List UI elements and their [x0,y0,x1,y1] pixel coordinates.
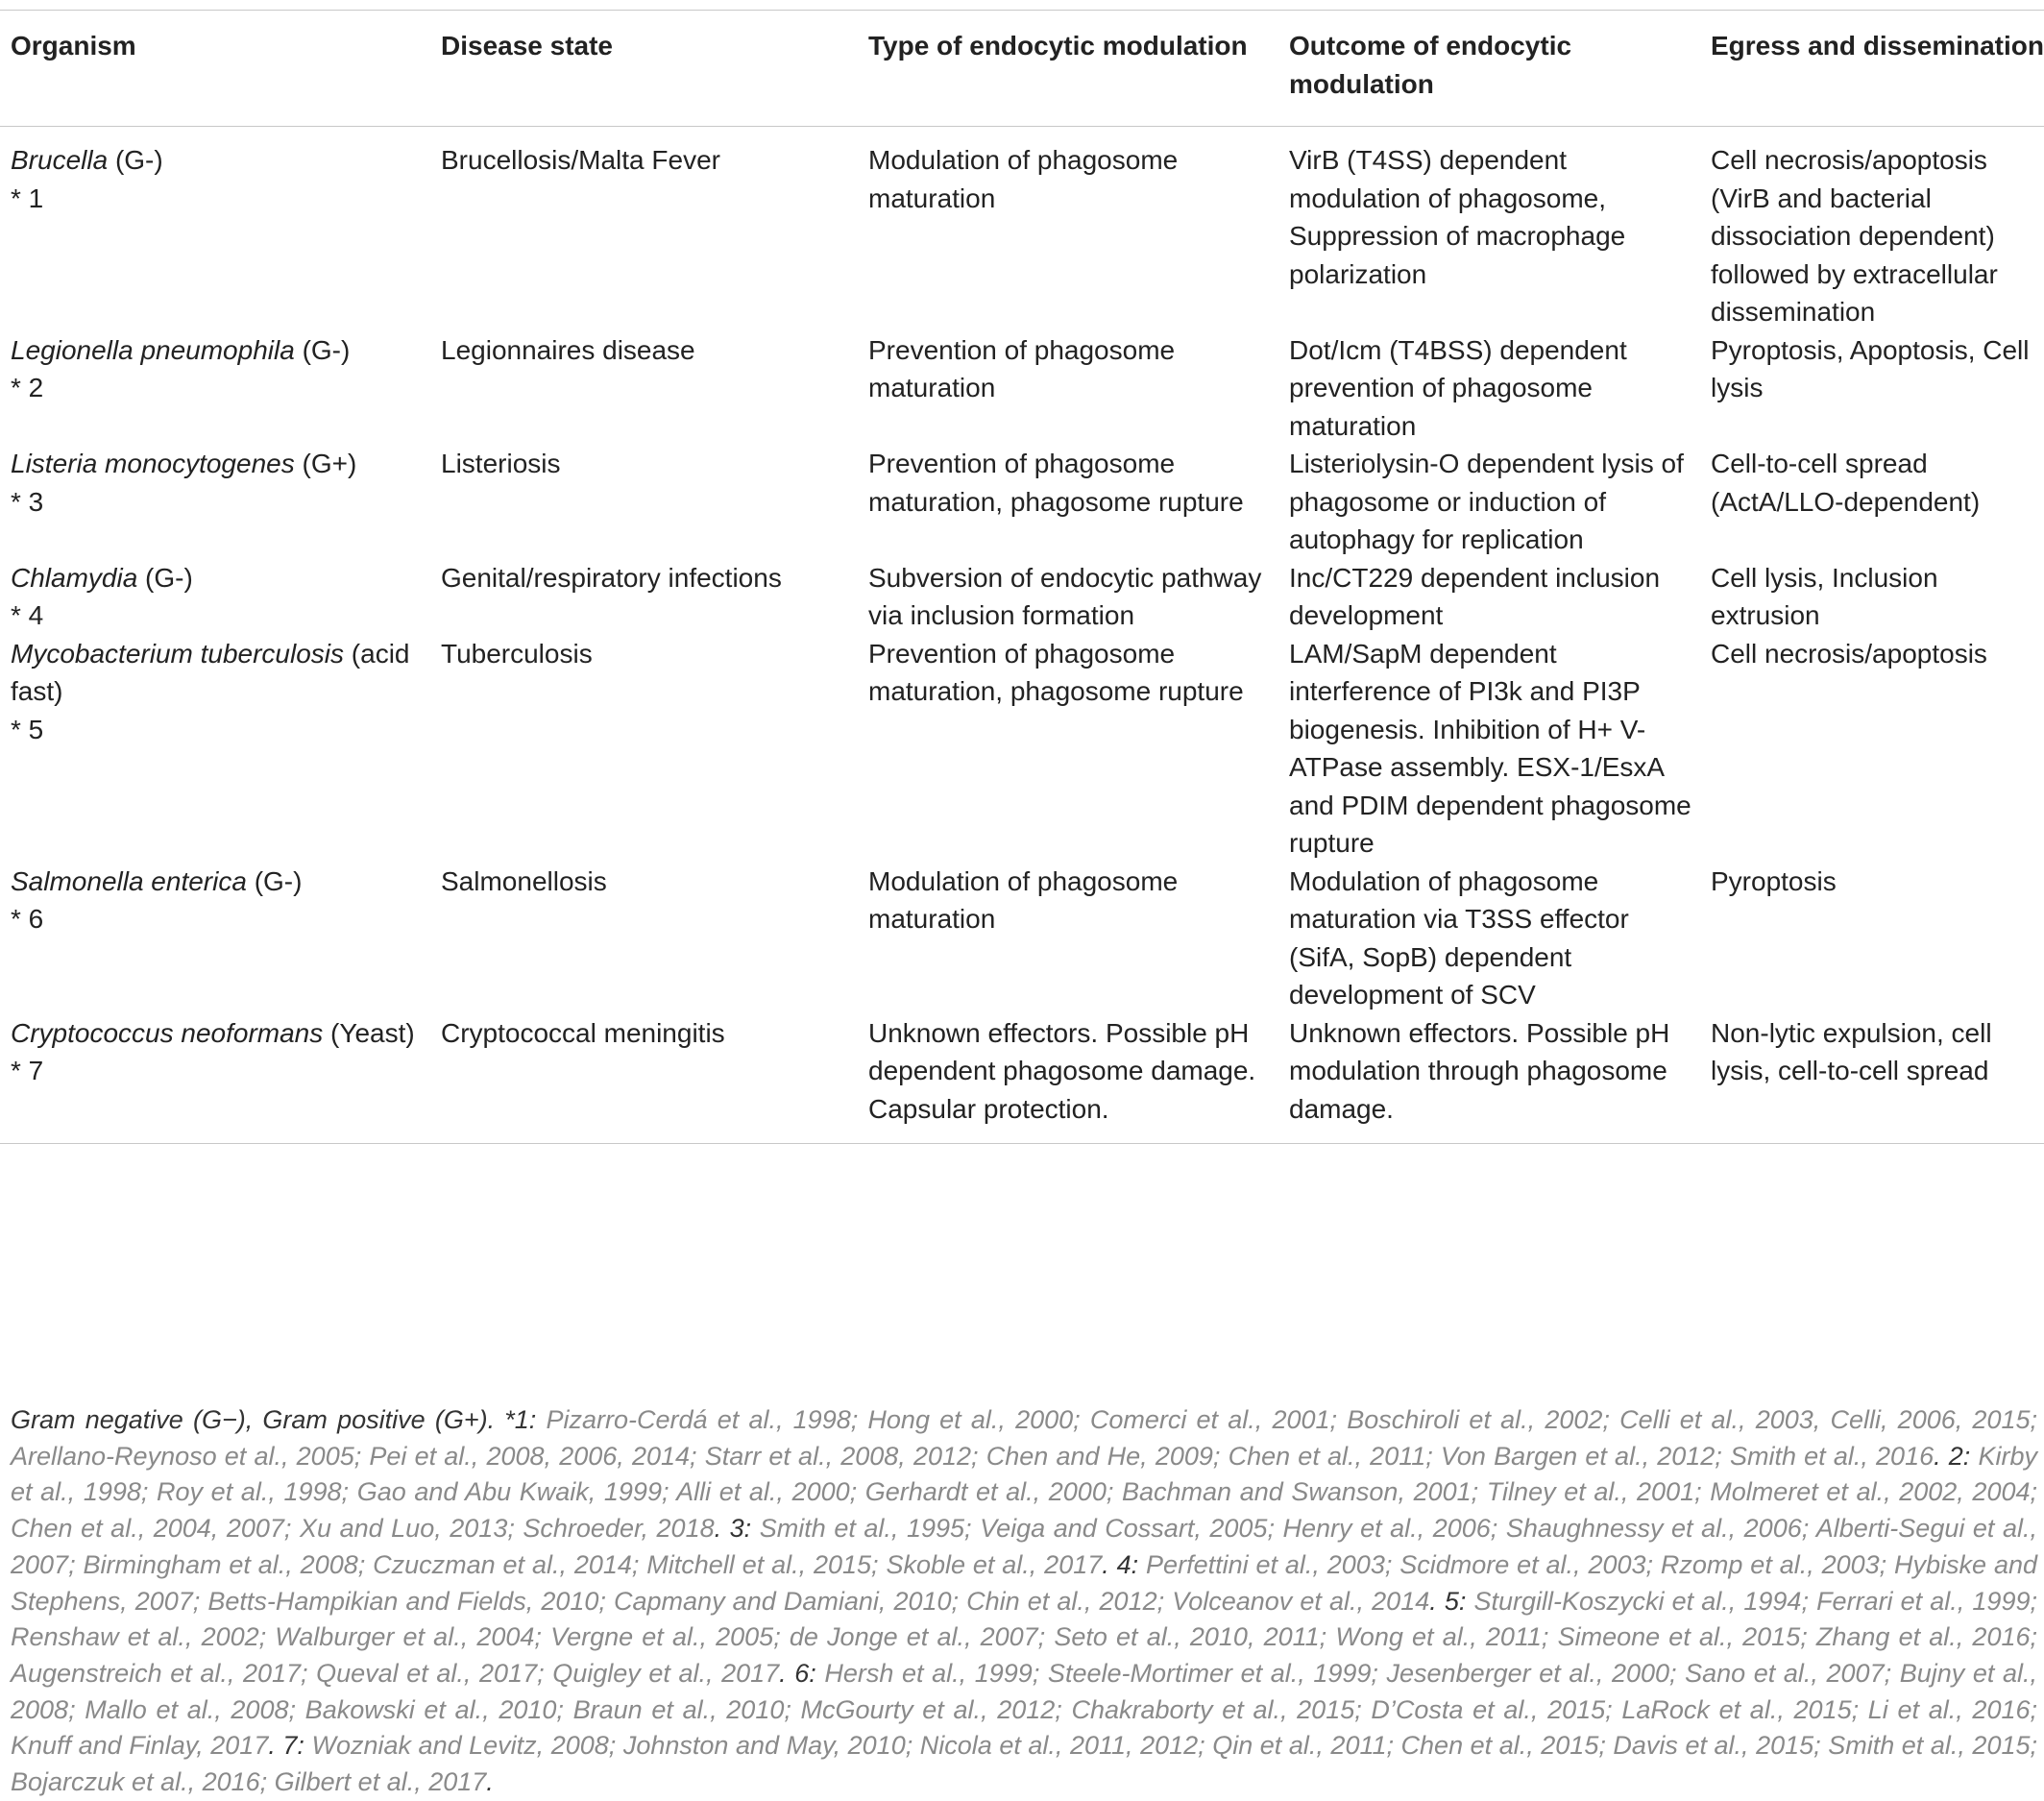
organism-class: (G-) [294,334,351,365]
reference-note: * 7 [11,1056,44,1085]
data-table [0,10,2044,1144]
header-outcome-of-modulation: Outcome of endocytic modulation [1289,31,1572,99]
type-cell: Modulation of phagosome maturation [868,145,1179,213]
disease-cell: Cryptococcal meningitis [441,1017,725,1048]
organism-cell [0,1014,430,1144]
table-row [0,445,2044,559]
header-type-of-modulation: Type of endocytic modulation [868,31,1248,61]
reference-note: * 4 [11,600,44,630]
footnote-refs-5: Sturgill-Koszycki et al., 1994; Ferrari et al., 1999; Renshaw et al., 2002; Walburger et al., 2004; Vergne et al., 2005; de Jonge et al., 2007; Seto et al., 2010, 2011; Wong et al., 2011; Simeone et al., 2015; Zhang et al., 2016; Augenstreich et al., 2017; Queval et al., 2017; Quigley et al., 2017 [11,1586,2037,1688]
egress-cell: Cell necrosis/apoptosis [1711,638,1987,669]
footnote-marker-2: . 2: [1934,1441,1979,1471]
footnote-refs-6: Hersh et al., 1999; Steele-Mortimer et al., 1999; Jesenberger et al., 2000; Sano et al., 2007; Bujny et al., 2008; Mallo et al., 2008; Bakowski et al., 2010; Braun et al., 2010; McGourty et al., 2012; Chakraborty et al., 2015; D’Costa et al., 2015; LaRock et al., 2015; Li et al., 2016; Knuff and Finlay, 2017 [11,1658,2037,1761]
reference-note: * 3 [11,486,44,517]
disease-cell: Tuberculosis [441,638,593,669]
outcome-cell: Listeriolysin-O dependent lysis of phagosome or induction of autophagy for replication [1289,449,1684,554]
footnote-marker-6: . 6: [779,1658,825,1688]
egress-cell: Non-lytic expulsion, cell lysis, cell-to-cell spread [1711,1017,1992,1085]
type-cell: Subversion of endocytic pathway via inclusion formation [868,562,1262,630]
type-cell: Prevention of phagosome maturation, phagosome rupture [868,638,1244,706]
organism-cell [0,559,430,635]
organism-class: (acid fast) [11,638,410,706]
organism-name: Listeria monocytogenes [11,449,295,478]
type-cell: Prevention of phagosome maturation [868,334,1176,402]
footnote-refs-3: Smith et al., 1995; Veiga and Cossart, 2005; Henry et al., 2006; Shaughnessy et al., 2006; Alberti-Segui et al., 2007; Birmingham et al., 2008; Czuczman et al., 2014; Mitchell et al., 2015; Skoble et al., 2017 [11,1514,2037,1579]
header-organism: Organism [11,31,136,61]
header-egress: Egress and dissemination [1711,31,2044,61]
table-footnote [11,1402,2037,1801]
header-disease-state: Disease state [441,31,614,61]
reference-note: * 1 [11,183,44,213]
organism-cell [0,331,430,446]
organism-class: (G-) [137,562,193,593]
outcome-cell: VirB (T4SS) dependent modulation of phagosome, Suppression of macrophage polarization [1289,145,1626,289]
outcome-cell: Dot/Icm (T4BSS) dependent prevention of phagosome maturation [1289,334,1627,441]
table-row [0,863,2044,1014]
outcome-cell: Unknown effectors. Possible pH modulation through phagosome damage. [1289,1017,1670,1124]
organism-name: Legionella pneumophila [11,334,295,365]
table-row [0,331,2044,446]
organism-class: (G-) [108,145,163,175]
footnote-marker-4: . 4: [1102,1549,1147,1579]
organism-name: Salmonella enterica [11,865,247,896]
type-cell: Unknown effectors. Possible pH dependent phagosome damage. Capsular protection. [868,1017,1256,1124]
egress-cell: Cell-to-cell spread (ActA/LLO-dependent) [1711,449,1981,517]
egress-cell: Pyroptosis [1711,865,1837,896]
table-row [0,559,2044,635]
type-cell: Prevention of phagosome maturation, phagosome rupture [868,449,1244,517]
footnote-end: . [486,1767,494,1797]
organism-name: Mycobacterium tuberculosis [11,638,345,669]
disease-cell: Brucellosis/Malta Fever [441,145,720,175]
organism-class: (Yeast) [323,1017,415,1048]
reference-note: * 6 [11,904,44,934]
disease-cell: Salmonellosis [441,865,607,896]
footnote-marker-7: . 7: [268,1731,312,1761]
egress-cell: Cell lysis, Inclusion extrusion [1711,562,1938,630]
disease-cell: Listeriosis [441,449,561,478]
footnote-marker-3: . 3: [714,1514,760,1544]
organism-cell [0,863,430,1014]
organism-cell [0,635,430,863]
organism-name: Chlamydia [11,562,138,593]
outcome-cell: Modulation of phagosome maturation via T3SS effector (SifA, SopB) dependent development of SCV [1289,865,1629,1010]
table-row [0,635,2044,863]
egress-cell: Cell necrosis/apoptosis (VirB and bacterial dissociation dependent) followed by extracellular dissemination [1711,145,1998,327]
organism-cell [0,445,430,559]
egress-cell: Pyroptosis, Apoptosis, Cell lysis [1711,334,2030,402]
footnote-refs-2: Kirby et al., 1998; Roy et al., 1998; Gao and Abu Kwaik, 1999; Alli et al., 2000; Gerhardt et al., 2000; Bachman and Swanson, 2001; Tilney et al., 2001; Molmeret et al., 2002, 2004; Chen et al., 2004, 2007; Xu and Luo, 2013; Schroeder, 2018 [11,1441,2037,1544]
footnote-refs-7: Wozniak and Levitz, 2008; Johnston and May, 2010; Nicola et al., 2011, 2012; Qin et al., 2011; Chen et al., 2015; Davis et al., 2015; Smith et al., 2015; Bojarczuk et al., 2016; Gilbert et al., 2017 [11,1731,2037,1797]
organism-class: (G-) [246,865,303,896]
reference-note: * 5 [11,714,44,744]
table-body [0,127,2044,1144]
table-header [0,11,2044,127]
organism-name: Brucella [11,145,109,175]
header-row [0,11,2044,127]
table-row [0,1014,2044,1144]
footnote-legend: Gram negative (G−), Gram positive (G+). *1: [11,1405,547,1434]
footnote-marker-5: . 5: [1429,1586,1474,1616]
outcome-cell: LAM/SapM dependent interference of PI3k and PI3P biogenesis. Inhibition of H+ V-ATPase assembly. ESX-1/EsxA and PDIM dependent phagosome rupture [1289,638,1691,858]
table-row [0,127,2044,331]
footnote-refs-1: Pizarro-Cerdá et al., 1998; Hong et al., 2000; Comerci et al., 2001; Boschiroli et al., 2002; Celli et al., 2003, Celli, 2006, 2015; Arellano-Reynoso et al., 2005; Pei et al., 2008, 2006, 2014; Starr et al., 2008, 2012; Chen and He, 2009; Chen et al., 2011; Von Bargen et al., 2012; Smith et al., 2016 [11,1405,2037,1471]
footnote-refs-4: Perfettini et al., 2003; Scidmore et al., 2003; Rzomp et al., 2003; Hybiske and Stephens, 2007; Betts-Hampikian and Fields, 2010; Capmany and Damiani, 2010; Chin et al., 2012; Volceanov et al., 2014 [11,1549,2038,1616]
type-cell: Modulation of phagosome maturation [868,865,1179,934]
organism-class: (G+) [294,449,357,478]
organism-cell [0,127,430,331]
disease-cell: Genital/respiratory infections [441,562,782,593]
outcome-cell: Inc/CT229 dependent inclusion development [1289,562,1661,630]
organism-name: Cryptococcus neoformans [11,1017,324,1048]
disease-cell: Legionnaires disease [441,334,695,365]
reference-note: * 2 [11,373,44,402]
